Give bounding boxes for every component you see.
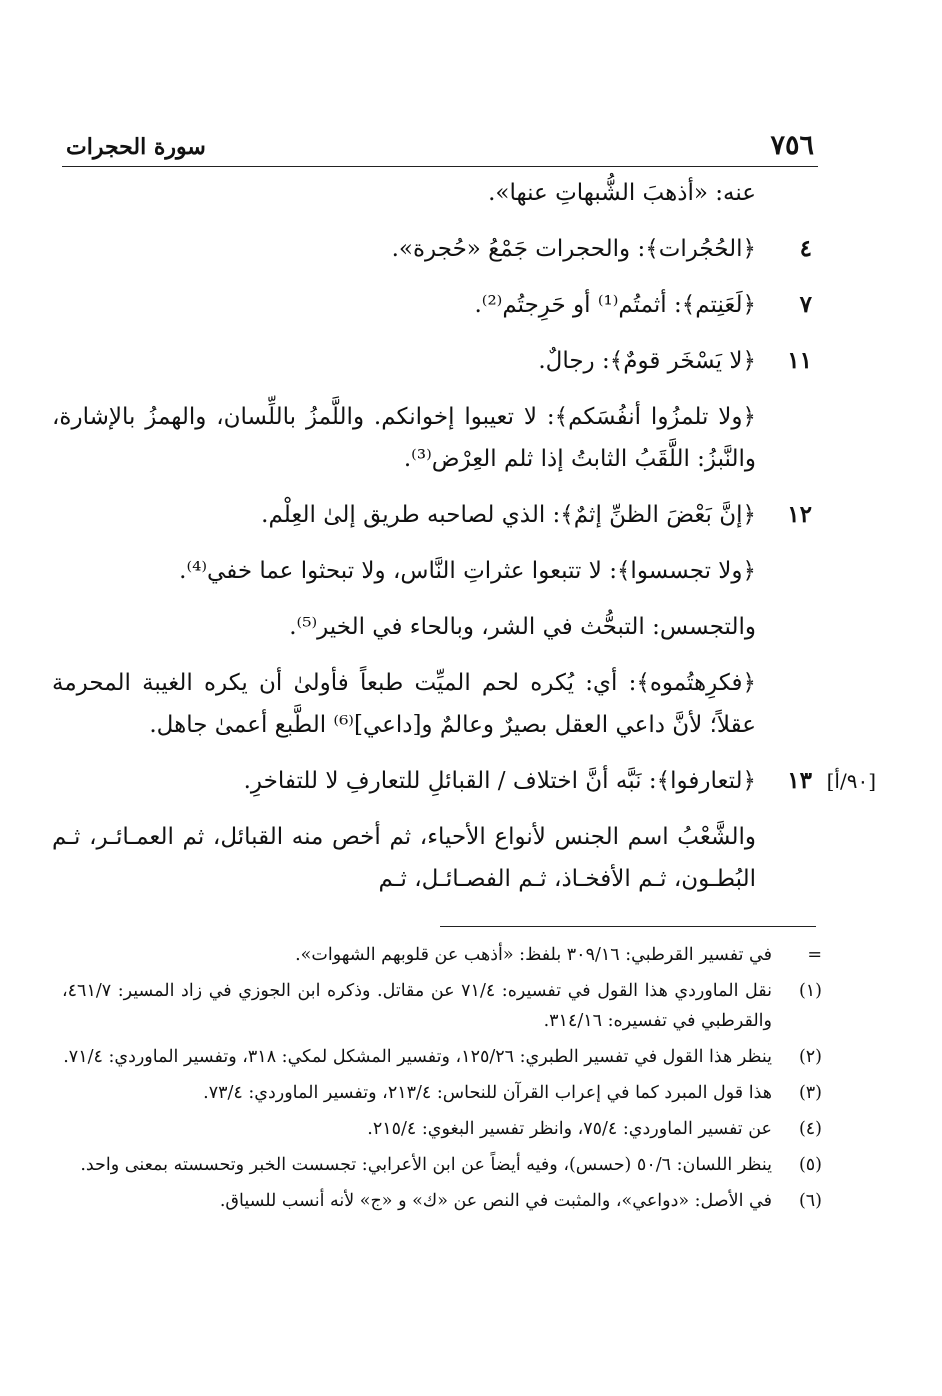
footnote <box>62 976 822 1036</box>
verse-number: ١١ <box>787 347 812 374</box>
footnote <box>62 1042 822 1072</box>
footnote-text: في الأصل: «دواعي»، والمثبت في النص عن «ك» و «ج» لأنه أنسب للسياق. <box>219 1191 772 1211</box>
footnote <box>62 1186 822 1216</box>
footnote-separator <box>440 926 816 927</box>
footnote-text: هذا قول المبرد كما في إعراب القرآن للنحاس: ٢١٣/٤، وتفسير الماوردي: ٧٣/٤. <box>203 1083 772 1103</box>
paragraph-text: ﴿ولا تجسسوا﴾: لا تتبعوا عثراتِ النَّاس، ولا تبحثوا عما خفي⁽⁴⁾. <box>179 558 756 584</box>
paragraph-text: عنه: «أذهبَ الشُّبهاتِ عنها». <box>488 180 756 206</box>
footnote <box>62 940 822 970</box>
verse-entry <box>52 760 876 802</box>
footnote-text: في تفسير القرطبي: ٣٠٩/١٦ بلفظ: «أذهب عن قلوبهم الشهوات». <box>295 945 772 965</box>
paragraph-text: ﴿لتعارفوا﴾: نَبَّه أنَّ اختلاف / القبائلِ للتعارفِ لا للتفاخرِ. <box>243 768 756 794</box>
text-paragraph <box>52 550 822 592</box>
verse-entry <box>52 494 822 536</box>
text-paragraph <box>52 172 822 214</box>
manuscript-folio-ref: [٩٠/أ] <box>826 769 876 793</box>
footnote-marker: (٥) <box>798 1155 822 1175</box>
footnotes <box>62 940 822 1222</box>
footnote <box>62 1150 822 1180</box>
footnote-marker: = <box>807 945 822 965</box>
verse-entry <box>52 340 822 382</box>
paragraph-text: ﴿لا يَسْخَر قومٌ﴾: رجالٌ. <box>538 348 756 374</box>
text-paragraph <box>52 662 822 746</box>
paragraph-text: ﴿لَعَنِتم﴾: أثمتُم⁽¹⁾ أو حَرِجتُم⁽²⁾. <box>474 292 756 318</box>
paragraph-text: والشَّعْبُ اسم الجنس لأنواع الأحياء، ثم أخص منه القبائل، ثم العمـائـر، ثـم البُطـون، ثـم الأفخـاذ، ثـم الفصـائـل، ثـم <box>52 824 757 892</box>
footnote-text: عن تفسير الماوردي: ٧٥/٤، وانظر تفسير البغوي: ٢١٥/٤. <box>367 1119 772 1139</box>
footnote-marker: (١) <box>798 981 822 1001</box>
page-number: ٧٥٦ <box>770 130 814 161</box>
paragraph-text: والتجسس: التبحُّث في الشر، وبالحاء في الخير⁽⁵⁾. <box>289 614 756 640</box>
footnote-marker: (٦) <box>798 1191 822 1211</box>
footnote-marker: (٣) <box>798 1083 822 1103</box>
footnote-text: نقل الماوردي هذا القول في تفسيره: ٧١/٤ عن مقاتل. وذكره ابن الجوزي في زاد المسير: ٤٦١/٧، والقرطبي في تفسيره: ٣١٤/١٦. <box>62 981 772 1031</box>
verse-entry <box>52 284 822 326</box>
footnote-text: ينظر اللسان: ٥٠/٦ (حسس)، وفيه أيضاً عن ابن الأعرابي: تجسست الخبر وتحسسته بمعنى واحد. <box>80 1155 772 1175</box>
paragraph-text: ﴿فكرِهتُموه﴾: أي: يُكره لحم الميِّت طبعاً فأولىٰ أن يكره الغيبة المحرمة عقلاً؛ لأنَّ داعي العقل بصيرٌ وعالمٌ و[داعي]⁽⁶⁾ الطَّبع أعمىٰ جاهل. <box>52 670 756 738</box>
footnote <box>62 1114 822 1144</box>
footnote-text: ينظر هذا القول في تفسير الطبري: ١٢٥/٢٦، وتفسير المشكل لمكي: ٣١٨، وتفسير الماوردي: ٧١/٤. <box>63 1047 772 1067</box>
footnote-marker: (٤) <box>798 1119 822 1139</box>
main-text <box>52 172 876 914</box>
verse-number: ٧ <box>799 291 812 318</box>
text-paragraph <box>52 816 822 900</box>
page-header <box>62 126 818 167</box>
paragraph-text: ﴿ولا تلمزُوا أنفُسَكم﴾: لا تعيبوا إخوانكم. واللَّمزُ باللِّسان، والهمزُ بالإشارة، والنَّبزُ: اللَّقَبُ الثابتُ إذا ثلم العِرْض⁽³⁾. <box>52 404 756 472</box>
footnote-marker: (٢) <box>798 1047 822 1067</box>
text-paragraph <box>52 606 822 648</box>
paragraph-text: ﴿الحُجُرات﴾: والحجرات جَمْعُ «حُجرة». <box>391 236 756 262</box>
text-paragraph <box>52 396 822 480</box>
verse-number: ١٣ <box>787 767 812 794</box>
verse-entry <box>52 228 822 270</box>
verse-number: ١٢ <box>787 501 812 528</box>
surah-title: سورة الحجرات <box>66 134 206 160</box>
verse-number: ٤ <box>799 235 812 262</box>
paragraph-text: ﴿إنَّ بَعْضَ الظنِّ إثمٌ﴾: الذي لصاحبه طريق إلىٰ العِلْم. <box>261 502 756 528</box>
footnote <box>62 1078 822 1108</box>
